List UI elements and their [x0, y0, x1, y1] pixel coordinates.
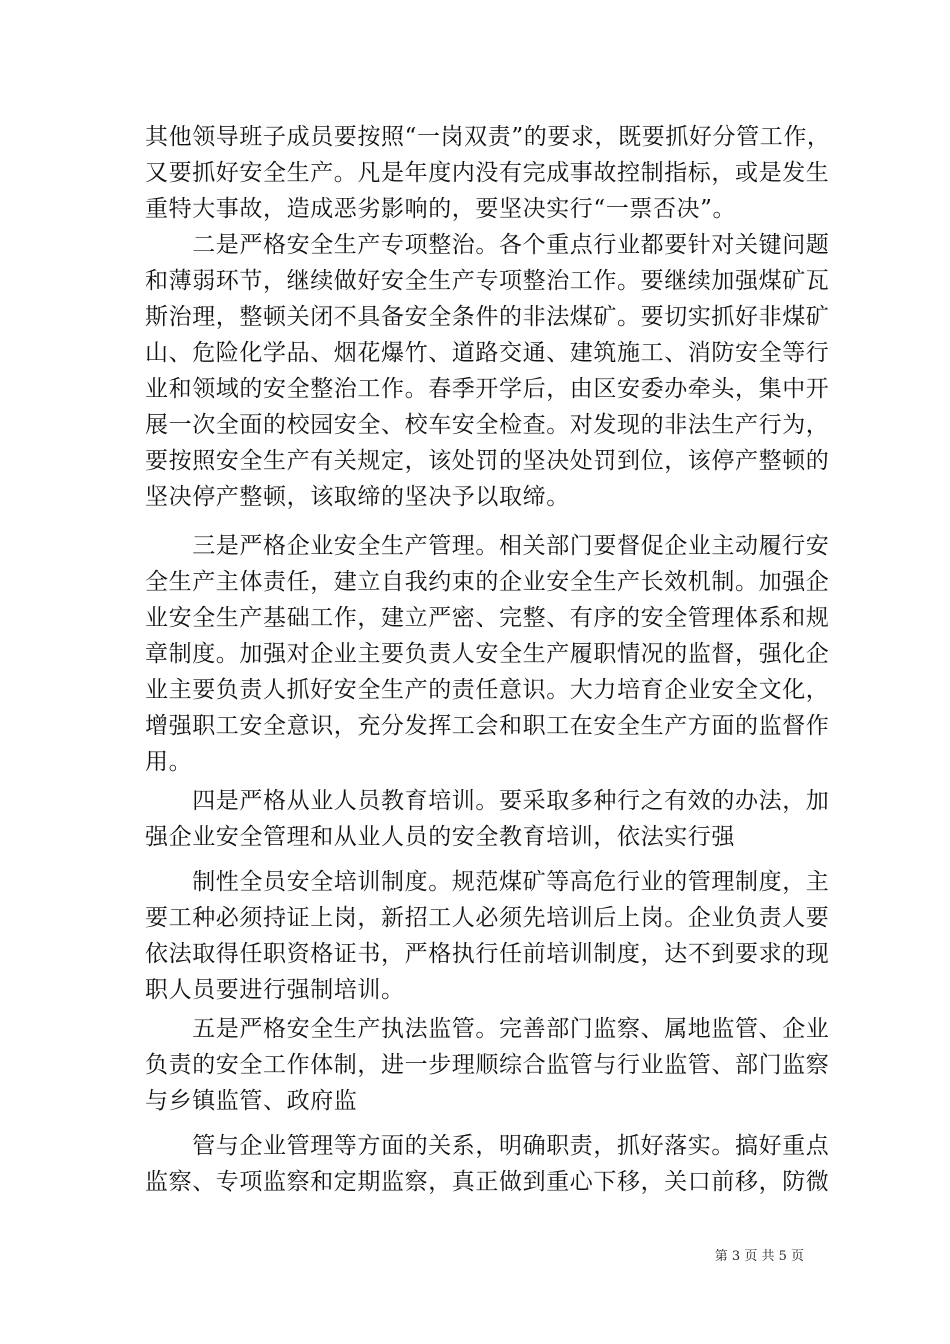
- text-line: 展一次全面的校园安全、校车安全检查。对发现的非法生产行为，: [145, 412, 830, 438]
- text-line: 三是严格企业安全生产管理。相关部门要督促企业主动履行安: [145, 533, 830, 559]
- text-line: 职人员要进行强制培训。: [145, 977, 405, 1003]
- text-line: 和薄弱环节，继续做好安全生产专项整治工作。要继续加强煤矿瓦: [145, 268, 830, 294]
- text-line: 负责的安全工作体制，进一步理顺综合监管与行业监管、部门监察: [145, 1052, 830, 1078]
- text-line: 五是严格安全生产执法监管。完善部门监察、属地监管、企业: [145, 1016, 830, 1042]
- text-line: 要工种必须持证上岗，新招工人必须先培训后上岗。企业负责人要: [145, 905, 830, 931]
- text-line: 强企业安全管理和从业人员的安全教育培训，依法实行强: [145, 824, 735, 850]
- text-line: 全生产主体责任，建立自我约束的企业安全生产长效机制。加强企: [145, 569, 830, 595]
- text-line: 斯治理，整顿关闭不具备安全条件的非法煤矿。要切实抓好非煤矿: [145, 304, 830, 330]
- text-line: 重特大事故，造成恶劣影响的，要坚决实行“一票否决”。: [145, 196, 737, 222]
- text-line: 用。: [145, 749, 193, 775]
- text-line: 章制度。加强对企业主要负责人安全生产履职情况的监督，强化企: [145, 641, 830, 667]
- text-line: 四是严格从业人员教育培训。要采取多种行之有效的办法，加: [145, 788, 830, 814]
- text-line: 与乡镇监管、政府监: [145, 1088, 358, 1114]
- text-line: 要按照安全生产有关规定，该处罚的坚决处罚到位，该停产整顿的: [145, 448, 830, 474]
- text-line: 管与企业管理等方面的关系，明确职责，抓好落实。搞好重点: [145, 1133, 830, 1159]
- text-line: 其他领导班子成员要按照“一岗双责”的要求，既要抓好分管工作，: [145, 124, 831, 150]
- text-line: 山、危险化学品、烟花爆竹、道路交通、建筑施工、消防安全等行: [145, 340, 830, 366]
- text-line: 依法取得任职资格证书，严格执行任前培训制度，达不到要求的现: [145, 941, 830, 967]
- text-line: 坚决停产整顿，该取缔的坚决予以取缔。: [145, 484, 570, 510]
- text-line: 又要抓好安全生产。凡是年度内没有完成事故控制指标，或是发生: [145, 160, 830, 186]
- text-line: 监察、专项监察和定期监察，真正做到重心下移，关口前移，防微: [145, 1169, 830, 1195]
- text-line: 业安全生产基础工作，建立严密、完整、有序的安全管理体系和规: [145, 605, 830, 631]
- text-line: 制性全员安全培训制度。规范煤矿等高危行业的管理制度，主: [145, 869, 830, 895]
- page-number: 第 3 页 共 5 页: [714, 1249, 804, 1264]
- text-line: 增强职工安全意识，充分发挥工会和职工在安全生产方面的监督作: [145, 713, 830, 739]
- text-line: 二是严格安全生产专项整治。各个重点行业都要针对关键问题: [145, 232, 830, 258]
- text-line: 业主要负责人抓好安全生产的责任意识。大力培育企业安全文化，: [145, 677, 830, 703]
- text-line: 业和领域的安全整治工作。春季开学后，由区安委办牵头，集中开: [145, 376, 830, 402]
